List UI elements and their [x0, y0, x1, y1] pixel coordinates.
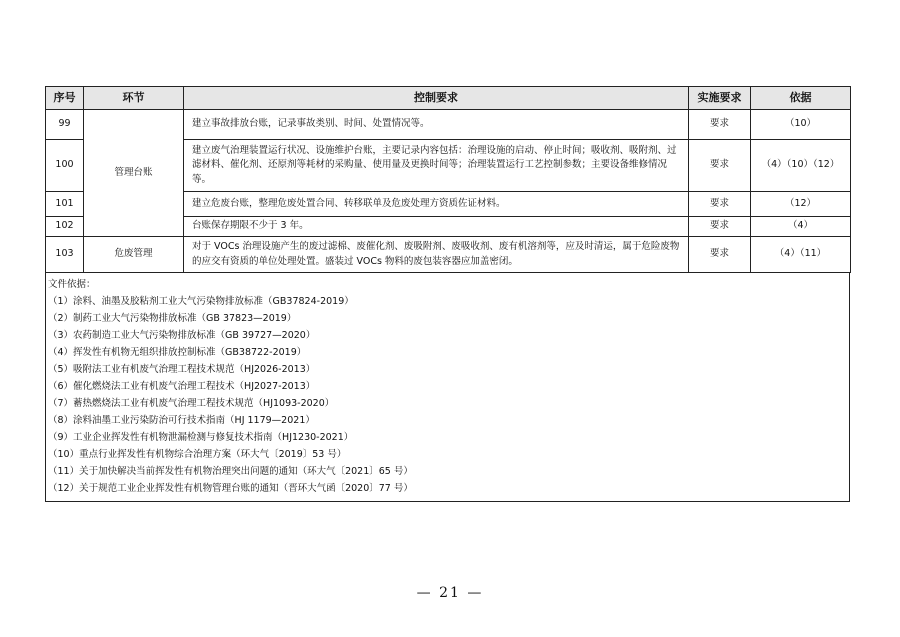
page-content	[45, 86, 850, 502]
reference-item: （11）关于加快解决当前挥发性有机物治理突出问题的通知（环大气〔2021〕65 号）	[48, 466, 413, 477]
reference-item: （12）关于规范工业企业挥发性有机物管理台账的通知（晋环大气函〔2020〕77 号）	[48, 483, 413, 494]
header-implementation: 实施要求	[689, 87, 751, 110]
section-cell: 危废管理	[84, 237, 184, 273]
row-no: 100	[46, 140, 84, 192]
section-cell: 管理台账	[84, 110, 184, 237]
reference-item: （5）吸附法工业有机废气治理工程技术规范（HJ2026-2013）	[48, 364, 316, 375]
references-block	[45, 273, 850, 502]
header-basis: 依据	[751, 87, 851, 110]
row-basis: （4）	[751, 217, 851, 237]
row-implementation: 要求	[689, 217, 751, 237]
row-basis: （4）（11）	[751, 237, 851, 273]
header-requirement: 控制要求	[184, 87, 689, 110]
reference-item: （7）蓄热燃烧法工业有机废气治理工程技术规范（HJ1093-2020）	[48, 398, 335, 409]
reference-item: （2）制药工业大气污染物排放标准（GB 37823—2019）	[48, 313, 297, 324]
header-no: 序号	[46, 87, 84, 110]
row-implementation: 要求	[689, 140, 751, 192]
reference-item: （10）重点行业挥发性有机物综合治理方案（环大气〔2019〕53 号）	[48, 449, 347, 460]
row-implementation: 要求	[689, 237, 751, 273]
row-no: 101	[46, 192, 84, 217]
row-implementation: 要求	[689, 192, 751, 217]
reference-item: （1）涂料、油墨及胶粘剂工业大气污染物排放标准（GB37824-2019）	[48, 296, 354, 307]
row-no: 103	[46, 237, 84, 273]
references-title: 文件依据：	[48, 279, 96, 290]
reference-item: （4）挥发性有机物无组织排放控制标准（GB38722-2019）	[48, 347, 307, 358]
page-number: — 21 —	[416, 585, 484, 601]
row-requirement: 建立废气治理装置运行状况、设施维护台账，主要记录内容包括：治理设施的启动、停止时间；吸收剂、吸附剂、过滤材料、催化剂、还原剂等耗材的采购量、使用量及更换时间等；治理装置运行工艺控制参数；主要设备维修情况等。	[184, 140, 689, 192]
row-no: 102	[46, 217, 84, 237]
reference-item: （3）农药制造工业大气污染物排放标准（GB 39727—2020）	[48, 330, 316, 341]
row-requirement: 对于 VOCs 治理设施产生的废过滤棉、废催化剂、废吸附剂、废吸收剂、废有机溶剂等，应及时清运，属于危险废物的应交有资质的单位处理处置。盛装过 VOCs 物料的废包装容器应加盖密闭。	[184, 237, 689, 273]
table-row	[46, 237, 851, 273]
row-implementation: 要求	[689, 110, 751, 140]
row-basis: （10）	[751, 110, 851, 140]
reference-item: （8）涂料油墨工业污染防治可行技术指南（HJ 1179—2021）	[48, 415, 315, 426]
table-row	[46, 110, 851, 140]
control-table	[45, 86, 851, 273]
row-no: 99	[46, 110, 84, 140]
row-requirement: 台账保存期限不少于 3 年。	[184, 217, 689, 237]
reference-item: （6）催化燃烧法工业有机废气治理工程技术（HJ2027-2013）	[48, 381, 316, 392]
row-requirement: 建立事故排放台账，记录事故类别、时间、处置情况等。	[184, 110, 689, 140]
table-header-row	[46, 87, 851, 110]
row-requirement: 建立危废台账，整理危废处置合同、转移联单及危废处理方资质佐证材料。	[184, 192, 689, 217]
header-section: 环节	[84, 87, 184, 110]
row-basis: （4）（10）（12）	[751, 140, 851, 192]
reference-item: （9）工业企业挥发性有机物泄漏检测与修复技术指南（HJ1230-2021）	[48, 432, 354, 443]
row-basis: （12）	[751, 192, 851, 217]
